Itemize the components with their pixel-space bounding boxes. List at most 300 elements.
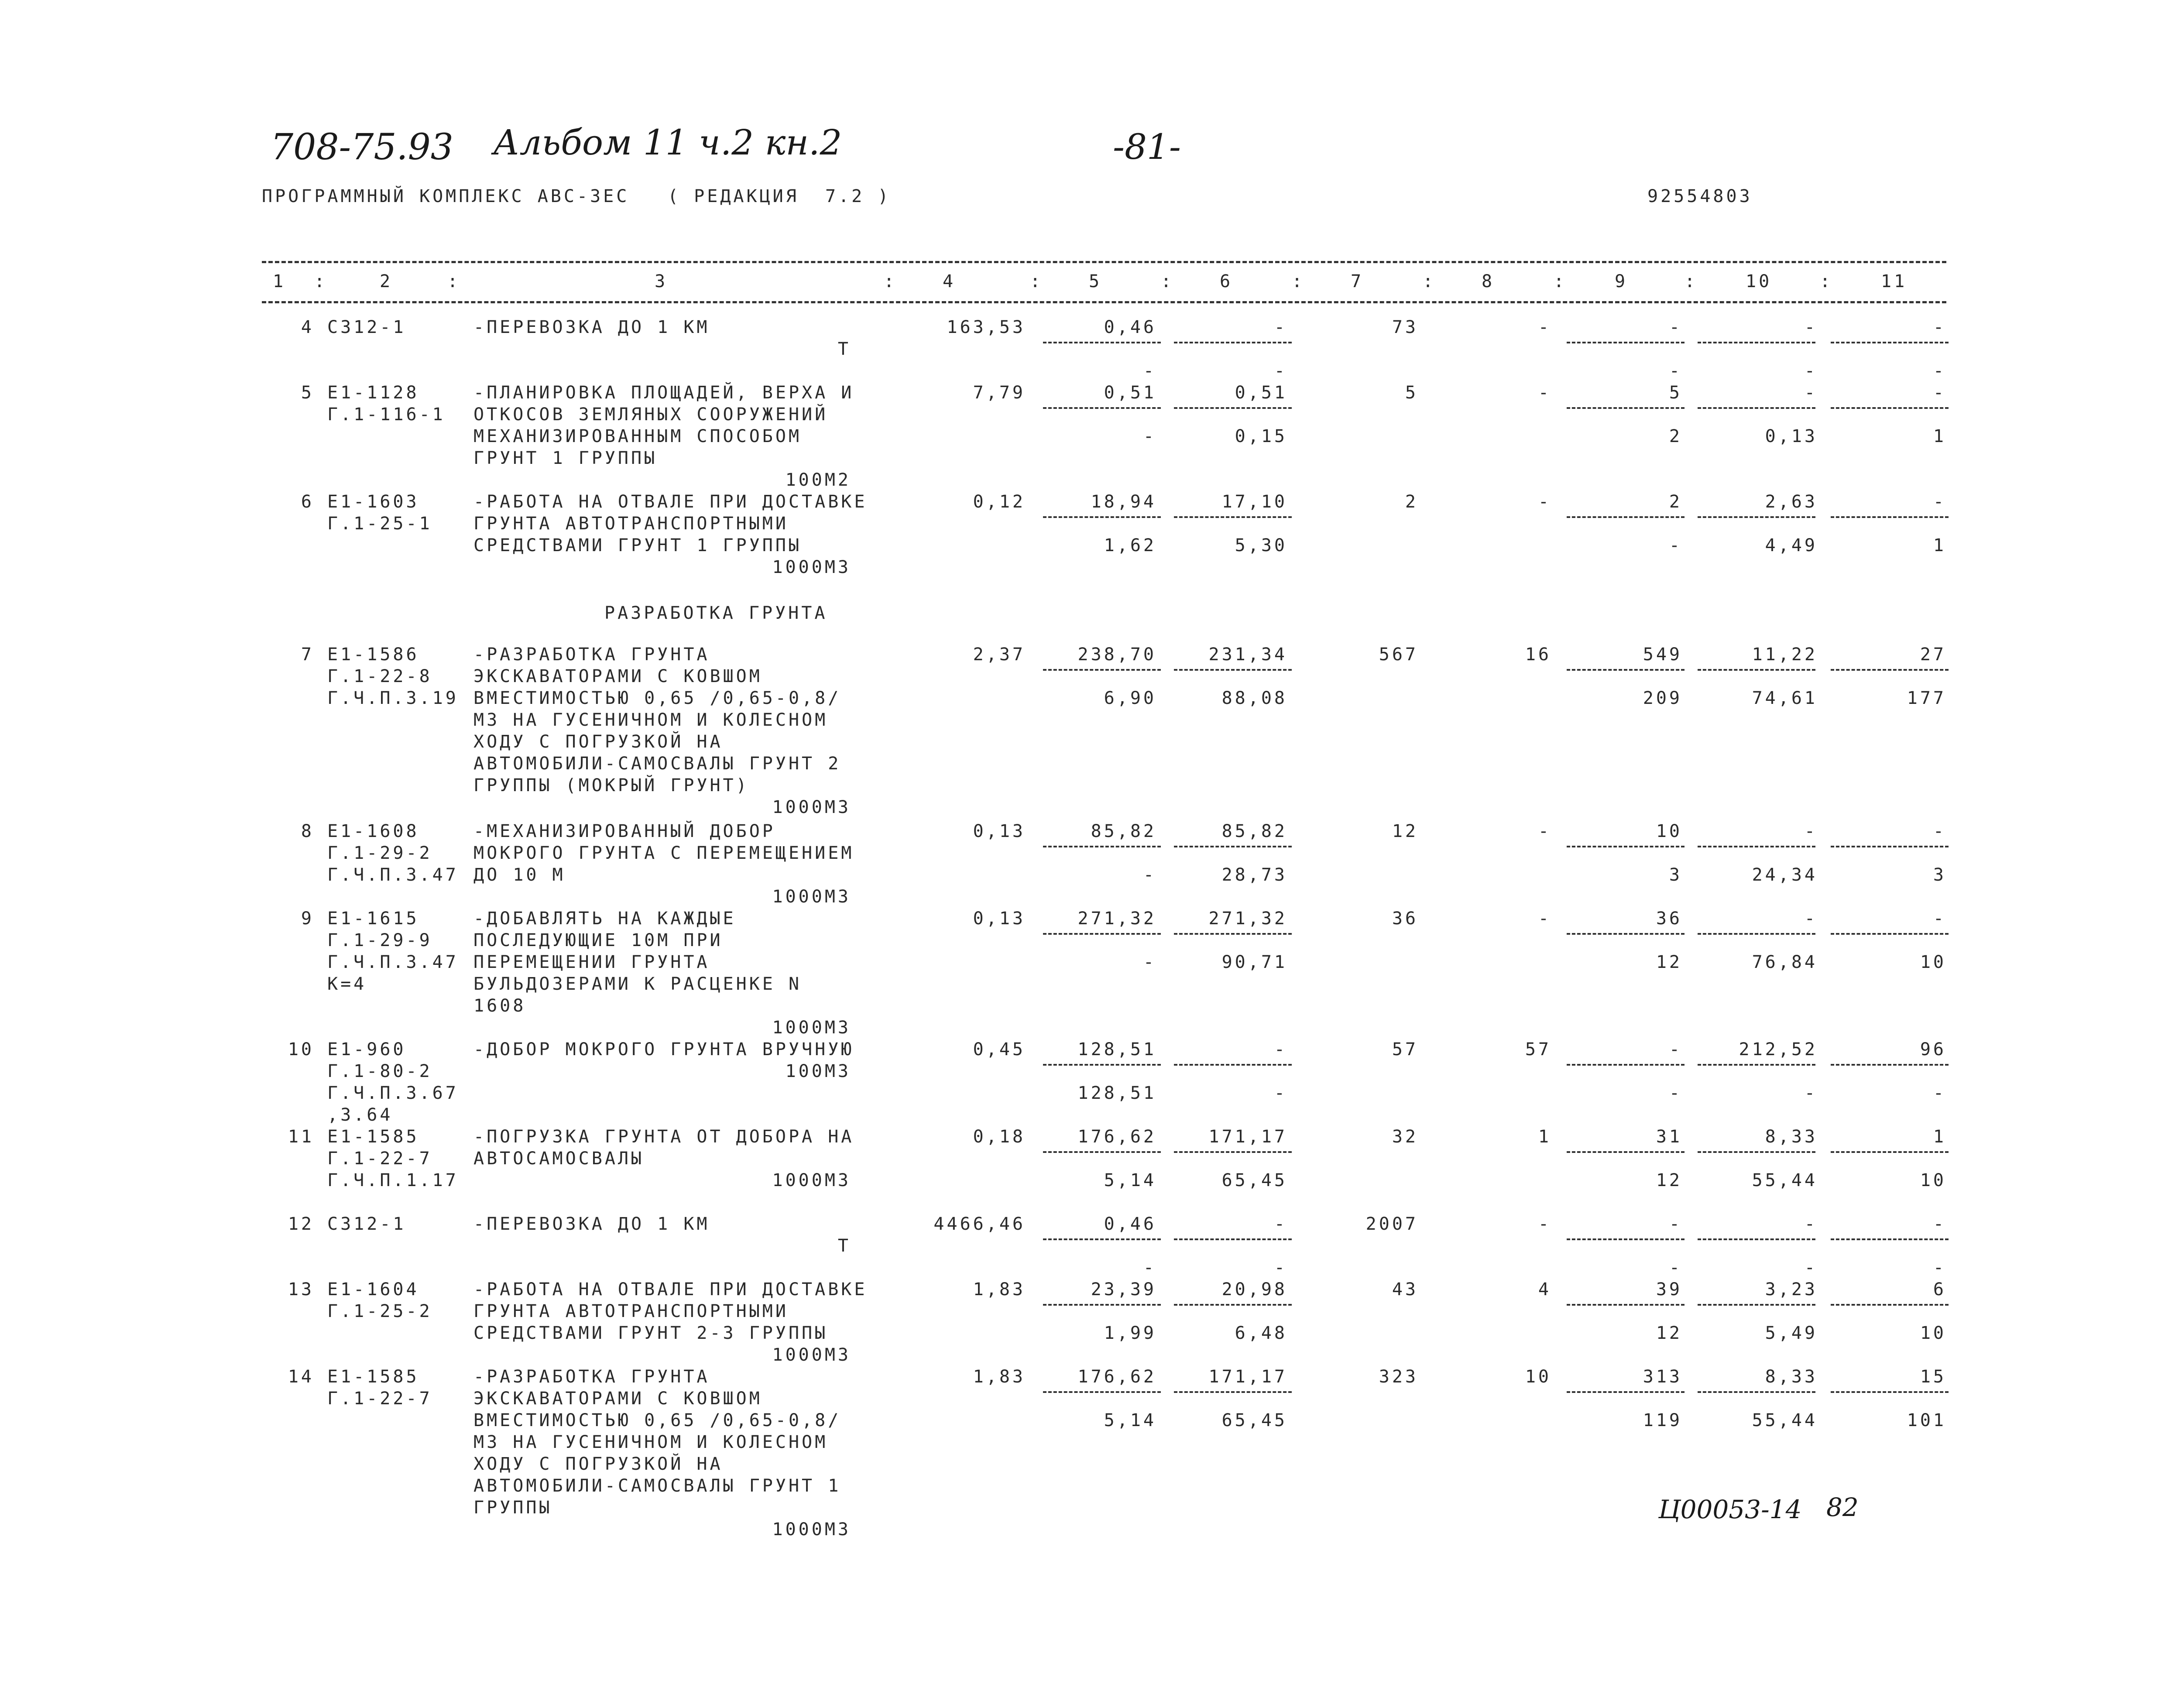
labor-hours: - [1804, 383, 1818, 403]
unit-cost-total: 0,51 [1104, 383, 1156, 403]
rate-code: Е1-1585 [327, 1367, 419, 1387]
wages: 4 [1538, 1279, 1551, 1300]
machines-cost: 313 [1643, 1367, 1682, 1387]
machinist-hours: 74,61 [1752, 688, 1818, 708]
col-header-3: 3 [655, 271, 668, 292]
machinist-total: 10 [1920, 1323, 1946, 1343]
row-number: 8 [301, 821, 314, 841]
col-header-6: 6 [1220, 271, 1233, 292]
unit-cost-wages: 1,62 [1104, 535, 1156, 556]
unit-cost-wages: - [1143, 1258, 1156, 1278]
wages: - [1538, 492, 1551, 512]
quantity: 2,37 [973, 645, 1026, 665]
col11-divider [1831, 933, 1949, 935]
work-description: М3 НА ГУСЕНИЧНОМ И КОЛЕСНОМ [473, 710, 828, 730]
machinist-total: - [1933, 361, 1946, 381]
quantity: 0,18 [973, 1127, 1026, 1147]
row-number: 11 [288, 1127, 314, 1147]
work-description: АВТОМОБИЛИ-САМОСВАЛЫ ГРУНТ 1 [473, 1476, 841, 1496]
unit-cost-machinist-wages: 65,45 [1221, 1410, 1287, 1430]
unit-cost-machines: 171,17 [1208, 1127, 1287, 1147]
col9-divider [1567, 1151, 1685, 1153]
machinist-wages: 209 [1643, 688, 1682, 708]
header-bottom-rule [262, 301, 1946, 303]
quantity: 0,13 [973, 909, 1026, 929]
labor-hours: - [1804, 1214, 1818, 1234]
col10-divider [1698, 1304, 1815, 1306]
work-description: ГРУНТ 1 ГРУППЫ [473, 448, 658, 468]
unit-cost-total: 238,70 [1077, 645, 1156, 665]
labor-hours: - [1804, 909, 1818, 929]
table-header: 1 2 3 4 5 6 7 8 9 10 11 : : : : : : : : : : [273, 271, 1908, 292]
unit-cost-wages: - [1143, 865, 1156, 885]
machines-cost: 2 [1669, 492, 1682, 512]
machinist-hours: 76,84 [1752, 952, 1818, 972]
unit-of-measure: Т [837, 339, 851, 359]
machinist-total: 10 [1920, 952, 1946, 972]
labor-total: 27 [1920, 645, 1946, 665]
col-header-7: 7 [1351, 271, 1364, 292]
work-description: ЭКСКАВАТОРАМИ С КОВШОМ [473, 1389, 762, 1409]
col11-divider [1831, 669, 1949, 671]
edition-label: ( РЕДАКЦИЯ 7.2 ) [668, 186, 891, 206]
rate-code: Е1-1585 [327, 1127, 419, 1147]
work-description: -ДОБОР МОКРОГО ГРУНТА ВРУЧНУЮ [473, 1039, 854, 1060]
unit-of-measure: 1000М3 [772, 1170, 851, 1190]
quantity: 163,53 [947, 317, 1026, 337]
work-description: -ПОГРУЗКА ГРУНТА ОТ ДОБОРА НА [473, 1127, 854, 1147]
rate-code: Г.1-25-1 [327, 514, 432, 534]
rate-code: Г.1-29-9 [327, 930, 432, 950]
labor-total: - [1933, 821, 1946, 841]
col9-divider [1567, 846, 1685, 847]
unit-cost-wages: - [1143, 952, 1156, 972]
wages: 57 [1525, 1039, 1551, 1060]
work-description: ХОДУ С ПОГРУЗКОЙ НА [473, 732, 723, 752]
unit-cost-machinist-wages: - [1274, 361, 1287, 381]
work-description: ГРУНТА АВТОТРАНСПОРТНЫМИ [473, 514, 789, 534]
wages: - [1538, 821, 1551, 841]
work-description: 1608 [473, 996, 526, 1016]
col9-divider [1567, 933, 1685, 935]
total-cost: 567 [1379, 645, 1418, 665]
work-description: -РАЗРАБОТКА ГРУНТА [473, 1367, 710, 1387]
unit-cost-total: 128,51 [1077, 1039, 1156, 1060]
machinist-hours: 55,44 [1752, 1170, 1818, 1190]
col9-divider [1567, 1391, 1685, 1393]
unit-cost-machines: 0,51 [1235, 383, 1287, 403]
work-description: -РАЗРАБОТКА ГРУНТА [473, 645, 710, 665]
col11-divider [1831, 407, 1949, 409]
work-description: СРЕДСТВАМИ ГРУНТ 2-3 ГРУППЫ [473, 1323, 828, 1343]
unit-cost-total: 271,32 [1077, 909, 1156, 929]
col-header-1: 1 [273, 271, 286, 292]
quantity: 0,45 [973, 1039, 1026, 1060]
col10-divider [1698, 669, 1815, 671]
row-number: 12 [288, 1214, 314, 1234]
wages: 16 [1525, 645, 1551, 665]
total-cost: 2 [1405, 492, 1418, 512]
rate-code: Г.1-22-8 [327, 666, 432, 686]
section-title: РАЗРАБОТКА ГРУНТА [604, 603, 828, 623]
col10-divider [1698, 516, 1815, 518]
col11-divider [1831, 846, 1949, 847]
unit-cost-machinist-wages: 0,15 [1235, 426, 1287, 446]
machinist-total: 3 [1933, 865, 1946, 885]
work-description: ГРУНТА АВТОТРАНСПОРТНЫМИ [473, 1301, 789, 1321]
unit-of-measure: 1000М3 [772, 1519, 851, 1540]
col9-divider [1567, 407, 1685, 409]
unit-cost-machines: - [1274, 1039, 1287, 1060]
work-description: -РАБОТА НА ОТВАЛЕ ПРИ ДОСТАВКЕ [473, 1279, 868, 1300]
machinist-hours: 55,44 [1752, 1410, 1818, 1430]
unit-of-measure: 1000М3 [772, 557, 851, 577]
unit-cost-total: 18,94 [1091, 492, 1156, 512]
row-number: 9 [301, 909, 314, 929]
work-description: АВТОСАМОСВАЛЫ [473, 1149, 645, 1169]
machinist-wages: 2 [1669, 426, 1682, 446]
machinist-wages: 12 [1656, 1323, 1682, 1343]
wages: 10 [1525, 1367, 1551, 1387]
machinist-total: 101 [1907, 1410, 1946, 1430]
wages: 1 [1538, 1127, 1551, 1147]
rate-code: Г.1-22-7 [327, 1389, 432, 1409]
unit-of-measure: 1000М3 [772, 1345, 851, 1365]
labor-hours: 11,22 [1752, 645, 1818, 665]
machinist-hours: 0,13 [1765, 426, 1818, 446]
quantity: 1,83 [973, 1367, 1026, 1387]
page-number: -81- [1113, 127, 1181, 167]
col-header-5: 5 [1089, 271, 1102, 292]
rate-code: Г.1-29-2 [327, 843, 432, 863]
labor-total: - [1933, 383, 1946, 403]
machinist-wages: - [1669, 1083, 1682, 1103]
machinist-hours: - [1804, 361, 1818, 381]
unit-cost-wages: 128,51 [1077, 1083, 1156, 1103]
total-cost: 36 [1392, 909, 1418, 929]
total-cost: 5 [1405, 383, 1418, 403]
col-header-10: 10 [1746, 271, 1772, 292]
machinist-hours: - [1804, 1083, 1818, 1103]
col5-divider [1043, 1064, 1161, 1066]
col10-divider [1698, 1151, 1815, 1153]
machinist-wages: 119 [1643, 1410, 1682, 1430]
unit-of-measure: 1000М3 [772, 887, 851, 907]
machines-cost: 10 [1656, 821, 1682, 841]
labor-total: - [1933, 909, 1946, 929]
unit-cost-wages: 6,90 [1104, 688, 1156, 708]
quantity: 7,79 [973, 383, 1026, 403]
machinist-total: 1 [1933, 535, 1946, 556]
unit-cost-total: 176,62 [1077, 1367, 1156, 1387]
work-description: АВТОМОБИЛИ-САМОСВАЛЫ ГРУНТ 2 [473, 754, 841, 774]
unit-of-measure: 100М2 [785, 470, 851, 490]
labor-hours: 3,23 [1765, 1279, 1818, 1300]
header-top-rule [262, 261, 1946, 263]
work-description: -ПЛАНИРОВКА ПЛОЩАДЕЙ, ВЕРХА И [473, 383, 854, 403]
total-cost: 57 [1392, 1039, 1418, 1060]
machinist-total: 177 [1907, 688, 1946, 708]
rate-code: Г.Ч.П.3.47 [327, 865, 459, 885]
machinist-wages: 12 [1656, 1170, 1682, 1190]
unit-cost-wages: - [1143, 361, 1156, 381]
labor-total: 1 [1933, 1127, 1946, 1147]
unit-cost-total: 23,39 [1091, 1279, 1156, 1300]
col10-divider [1698, 342, 1815, 343]
work-description: МЕХАНИЗИРОВАННЫМ СПОСОБОМ [473, 426, 802, 446]
rate-code: Г.Ч.П.3.67 [327, 1083, 459, 1103]
album-label: Альбом 11 ч.2 кн.2 [493, 122, 842, 163]
work-description: ДО 10 М [473, 865, 566, 885]
col6-divider [1174, 1064, 1292, 1066]
machinist-total: 10 [1920, 1170, 1946, 1190]
machinist-total: - [1933, 1083, 1946, 1103]
col5-divider [1043, 846, 1161, 847]
work-description: ГРУППЫ [473, 1498, 552, 1518]
unit-of-measure: 100М3 [785, 1061, 851, 1081]
col6-divider [1174, 1238, 1292, 1240]
labor-hours: 212,52 [1739, 1039, 1818, 1060]
rate-code: Г.1-80-2 [327, 1061, 432, 1081]
labor-hours: - [1804, 821, 1818, 841]
work-description: МОКРОГО ГРУНТА С ПЕРЕМЕЩЕНИЕМ [473, 843, 854, 863]
unit-cost-machines: 85,82 [1221, 821, 1287, 841]
col-header-4: 4 [943, 271, 956, 292]
work-description: -ДОБАВЛЯТЬ НА КАЖДЫЕ [473, 909, 736, 929]
col10-divider [1698, 1064, 1815, 1066]
col6-divider [1174, 933, 1292, 935]
unit-cost-machinist-wages: 6,48 [1235, 1323, 1287, 1343]
col11-divider [1831, 1064, 1949, 1066]
rate-code: С312-1 [327, 317, 406, 337]
unit-cost-machinist-wages: - [1274, 1258, 1287, 1278]
machinist-wages: - [1669, 1258, 1682, 1278]
unit-of-measure: Т [837, 1236, 851, 1256]
work-description: М3 НА ГУСЕНИЧНОМ И КОЛЕСНОМ [473, 1432, 828, 1452]
col-header-2: 2 [380, 271, 393, 292]
rate-code: Е1-1604 [327, 1279, 419, 1300]
rate-code: Е1-1608 [327, 821, 419, 841]
machines-cost: - [1669, 317, 1682, 337]
col5-divider [1043, 407, 1161, 409]
unit-cost-machinist-wages: - [1274, 1083, 1287, 1103]
col6-divider [1174, 407, 1292, 409]
col5-divider [1043, 342, 1161, 343]
col10-divider [1698, 1391, 1815, 1393]
total-cost: 32 [1392, 1127, 1418, 1147]
program-name: ПРОГРАММНЫЙ КОМПЛЕКС АВС-3ЕС [262, 186, 630, 206]
machinist-wages: 12 [1656, 952, 1682, 972]
rate-code: Е1-1603 [327, 492, 419, 512]
unit-cost-machinist-wages: 28,73 [1221, 865, 1287, 885]
rate-code: К=4 [327, 974, 367, 994]
unit-cost-machines: 20,98 [1221, 1279, 1287, 1300]
doc-code: 708-75.93 [271, 127, 453, 168]
total-cost: 73 [1392, 317, 1418, 337]
labor-total: 96 [1920, 1039, 1946, 1060]
unit-cost-wages: - [1143, 426, 1156, 446]
col11-divider [1831, 1391, 1949, 1393]
unit-cost-machinist-wages: 5,30 [1235, 535, 1287, 556]
labor-total: 15 [1920, 1367, 1946, 1387]
col10-divider [1698, 846, 1815, 847]
work-description: ХОДУ С ПОГРУЗКОЙ НА [473, 1454, 723, 1474]
unit-cost-wages: 5,14 [1104, 1410, 1156, 1430]
col10-divider [1698, 407, 1815, 409]
work-description: ГРУППЫ (МОКРЫЙ ГРУНТ) [473, 775, 749, 796]
work-description: -ПЕРЕВОЗКА ДО 1 КМ [473, 317, 710, 337]
wages: - [1538, 1214, 1551, 1234]
unit-of-measure: 1000М3 [772, 1018, 851, 1038]
col6-divider [1174, 1391, 1292, 1393]
col6-divider [1174, 342, 1292, 343]
col6-divider [1174, 669, 1292, 671]
machines-cost: 36 [1656, 909, 1682, 929]
col9-divider [1567, 669, 1685, 671]
total-cost: 2007 [1365, 1214, 1418, 1234]
col6-divider [1174, 516, 1292, 518]
quantity: 1,83 [973, 1279, 1026, 1300]
unit-cost-machines: 271,32 [1208, 909, 1287, 929]
col11-divider [1831, 1304, 1949, 1306]
work-description: -МЕХАНИЗИРОВАННЫЙ ДОБОР [473, 821, 775, 841]
work-description: СРЕДСТВАМИ ГРУНТ 1 ГРУППЫ [473, 535, 802, 556]
unit-cost-total: 0,46 [1104, 1214, 1156, 1234]
unit-cost-total: 176,62 [1077, 1127, 1156, 1147]
unit-cost-machinist-wages: 88,08 [1221, 688, 1287, 708]
col9-divider [1567, 342, 1685, 343]
col10-divider [1698, 933, 1815, 935]
col6-divider [1174, 846, 1292, 847]
labor-total: - [1933, 1214, 1946, 1234]
unit-cost-wages: 5,14 [1104, 1170, 1156, 1190]
unit-of-measure: 1000М3 [772, 797, 851, 817]
machines-cost: 31 [1656, 1127, 1682, 1147]
row-number: 4 [301, 317, 314, 337]
rate-code: Е1-1586 [327, 645, 419, 665]
rate-code: Е1-960 [327, 1039, 406, 1060]
machines-cost: 39 [1656, 1279, 1682, 1300]
col-header-9: 9 [1615, 271, 1628, 292]
rate-code: Г.Ч.П.3.19 [327, 688, 459, 708]
col5-divider [1043, 669, 1161, 671]
row-number: 6 [301, 492, 314, 512]
work-description: ВМЕСТИМОСТЬЮ 0,65 /0,65-0,8/ [473, 688, 841, 708]
unit-cost-machinist-wages: 65,45 [1221, 1170, 1287, 1190]
quantity: 4466,46 [933, 1214, 1026, 1234]
rate-code: Е1-1615 [327, 909, 419, 929]
total-cost: 43 [1392, 1279, 1418, 1300]
rate-code: Г.1-22-7 [327, 1149, 432, 1169]
work-description: ПОСЛЕДУЮЩИЕ 10М ПРИ [473, 930, 723, 950]
unit-cost-total: 85,82 [1091, 821, 1156, 841]
unit-cost-machines: 231,34 [1208, 645, 1287, 665]
row-number: 7 [301, 645, 314, 665]
machinist-wages: - [1669, 361, 1682, 381]
col9-divider [1567, 1304, 1685, 1306]
col11-divider [1831, 516, 1949, 518]
wages: - [1538, 383, 1551, 403]
col6-divider [1174, 1304, 1292, 1306]
col9-divider [1567, 1238, 1685, 1240]
rate-code: Г.1-25-2 [327, 1301, 432, 1321]
col5-divider [1043, 1151, 1161, 1153]
labor-total: 6 [1933, 1279, 1946, 1300]
col9-divider [1567, 1064, 1685, 1066]
wages: - [1538, 317, 1551, 337]
machines-cost: - [1669, 1214, 1682, 1234]
work-description: ПЕРЕМЕЩЕНИИ ГРУНТА [473, 952, 710, 972]
work-description: ВМЕСТИМОСТЬЮ 0,65 /0,65-0,8/ [473, 1410, 841, 1430]
col-header-11: 11 [1881, 271, 1908, 292]
col5-divider [1043, 933, 1161, 935]
col6-divider [1174, 1151, 1292, 1153]
col5-divider [1043, 1391, 1161, 1393]
machinist-wages: - [1669, 535, 1682, 556]
machines-cost: 5 [1669, 383, 1682, 403]
rate-code: Е1-1128 [327, 383, 419, 403]
row-number: 5 [301, 383, 314, 403]
machinist-hours: 4,49 [1765, 535, 1818, 556]
work-description: ЭКСКАВАТОРАМИ С КОВШОМ [473, 666, 762, 686]
col5-divider [1043, 1238, 1161, 1240]
labor-hours: 8,33 [1765, 1367, 1818, 1387]
col-header-8: 8 [1482, 271, 1495, 292]
labor-total: - [1933, 317, 1946, 337]
rate-code: Г.1-116-1 [327, 405, 446, 425]
rate-code: Г.Ч.П.1.17 [327, 1170, 459, 1190]
col11-divider [1831, 1151, 1949, 1153]
footer-page: 82 [1826, 1492, 1859, 1522]
machinist-total: - [1933, 1258, 1946, 1278]
machinist-hours: 5,49 [1765, 1323, 1818, 1343]
unit-cost-machines: - [1274, 317, 1287, 337]
labor-hours: 2,63 [1765, 492, 1818, 512]
row-number: 13 [288, 1279, 314, 1300]
footer-stamp: Ц00053-14 [1658, 1495, 1802, 1524]
machinist-total: 1 [1933, 426, 1946, 446]
quantity: 0,13 [973, 821, 1026, 841]
col11-divider [1831, 342, 1949, 343]
row-number: 10 [288, 1039, 314, 1060]
rate-code: С312-1 [327, 1214, 406, 1234]
labor-hours: - [1804, 317, 1818, 337]
col10-divider [1698, 1238, 1815, 1240]
work-description: ОТКОСОВ ЗЕМЛЯНЫХ СООРУЖЕНИЙ [473, 405, 828, 425]
unit-cost-machines: - [1274, 1214, 1287, 1234]
work-description: -РАБОТА НА ОТВАЛЕ ПРИ ДОСТАВКЕ [473, 492, 868, 512]
rate-code: Г.Ч.П.3.47 [327, 952, 459, 972]
work-description: -ПЕРЕВОЗКА ДО 1 КМ [473, 1214, 710, 1234]
unit-cost-machines: 171,17 [1208, 1367, 1287, 1387]
unit-cost-machinist-wages: 90,71 [1221, 952, 1287, 972]
col5-divider [1043, 516, 1161, 518]
col5-divider [1043, 1304, 1161, 1306]
machines-cost: 549 [1643, 645, 1682, 665]
machinist-hours: - [1804, 1258, 1818, 1278]
labor-total: - [1933, 492, 1946, 512]
quantity: 0,12 [973, 492, 1026, 512]
unit-cost-total: 0,46 [1104, 317, 1156, 337]
row-number: 14 [288, 1367, 314, 1387]
unit-cost-wages: 1,99 [1104, 1323, 1156, 1343]
labor-hours: 8,33 [1765, 1127, 1818, 1147]
col11-divider [1831, 1238, 1949, 1240]
machinist-hours: 24,34 [1752, 865, 1818, 885]
machinist-wages: 3 [1669, 865, 1682, 885]
rate-code: ,3.64 [327, 1105, 393, 1125]
col9-divider [1567, 516, 1685, 518]
